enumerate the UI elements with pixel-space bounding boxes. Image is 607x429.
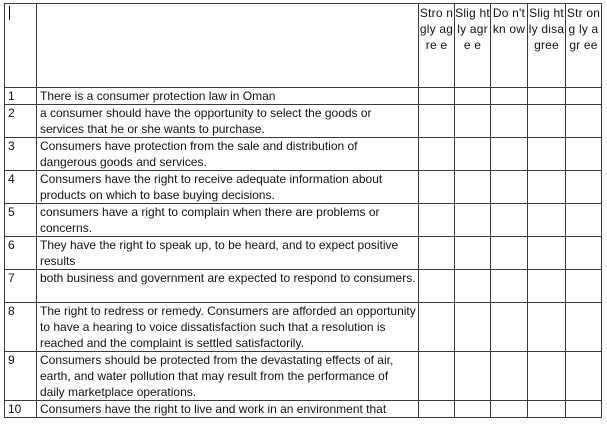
- rating-cell[interactable]: [419, 401, 455, 418]
- rating-cell[interactable]: [419, 105, 455, 138]
- statement-text: The right to redress or remedy. Consumers are afforded an opportunity to have a hearing to voice dissatisfaction such that a resolution is reached and the complaint is settled satisfactorily.: [37, 303, 419, 352]
- header-row: [5, 4, 602, 88]
- rating-cell[interactable]: [528, 270, 566, 303]
- rating-cell[interactable]: [455, 171, 491, 204]
- row-number: 3: [5, 138, 37, 171]
- rating-cell[interactable]: [419, 303, 455, 352]
- table-row: [5, 88, 602, 105]
- rating-cell[interactable]: [491, 303, 528, 352]
- table-row: [5, 352, 602, 401]
- rating-cell[interactable]: [528, 105, 566, 138]
- rating-cell[interactable]: [566, 171, 602, 204]
- statement-text: a consumer should have the opportunity to select the goods or services that he or she wants to purchase.: [37, 105, 419, 138]
- rating-cell[interactable]: [566, 352, 602, 401]
- corner-cell: [5, 4, 37, 88]
- rating-cell[interactable]: [455, 138, 491, 171]
- rating-cell[interactable]: [419, 138, 455, 171]
- row-number: 2: [5, 105, 37, 138]
- rating-cell[interactable]: [566, 204, 602, 237]
- rating-cell[interactable]: [419, 88, 455, 105]
- rating-cell[interactable]: [455, 401, 491, 418]
- rating-cell[interactable]: [455, 88, 491, 105]
- rating-cell[interactable]: [491, 237, 528, 270]
- rating-cell[interactable]: [455, 352, 491, 401]
- statement-text: There is a consumer protection law in Oman: [37, 88, 419, 105]
- table-row: [5, 270, 602, 303]
- rating-cell[interactable]: [419, 204, 455, 237]
- row-number: 5: [5, 204, 37, 237]
- statement-text: Consumers have the right to live and work in an environment that: [37, 401, 419, 418]
- rating-cell[interactable]: [528, 237, 566, 270]
- rating-cell[interactable]: [419, 237, 455, 270]
- header-strongly-agree: Stro ngly agre e: [419, 4, 455, 88]
- rating-cell[interactable]: [566, 401, 602, 418]
- rating-cell[interactable]: [566, 138, 602, 171]
- rating-cell[interactable]: [455, 303, 491, 352]
- rating-cell[interactable]: [419, 352, 455, 401]
- row-number: 8: [5, 303, 37, 352]
- row-number: 1: [5, 88, 37, 105]
- rating-cell[interactable]: [528, 352, 566, 401]
- table-row: [5, 303, 602, 352]
- rating-cell[interactable]: [528, 138, 566, 171]
- rating-cell[interactable]: [491, 204, 528, 237]
- rating-cell[interactable]: [491, 171, 528, 204]
- rating-cell[interactable]: [419, 171, 455, 204]
- rating-cell[interactable]: [528, 204, 566, 237]
- header-strongly-agree-2: Str ong ly agr ee: [566, 4, 602, 88]
- rating-cell[interactable]: [491, 401, 528, 418]
- table-row: [5, 138, 602, 171]
- rating-cell[interactable]: [455, 204, 491, 237]
- rating-cell[interactable]: [419, 270, 455, 303]
- rating-cell[interactable]: [491, 352, 528, 401]
- statement-text: both business and government are expected to respond to consumers.: [37, 270, 419, 303]
- rating-cell[interactable]: [566, 105, 602, 138]
- rating-cell[interactable]: [455, 237, 491, 270]
- statement-text: Consumers should be protected from the devastating effects of air, earth, and water pollution that may result from the performance of daily marketplace operations.: [37, 352, 419, 401]
- rating-cell[interactable]: [491, 138, 528, 171]
- row-number: 4: [5, 171, 37, 204]
- statement-text: They have the right to speak up, to be heard, and to expect positive results: [37, 237, 419, 270]
- table-row: [5, 401, 602, 418]
- rating-cell[interactable]: [566, 237, 602, 270]
- rating-cell[interactable]: [455, 105, 491, 138]
- statement-header-cell: [37, 4, 419, 88]
- statement-text: Consumers have the right to receive adequate information about products on which to base buying decisions.: [37, 171, 419, 204]
- survey-table: [4, 3, 602, 418]
- rating-cell[interactable]: [528, 171, 566, 204]
- table-row: [5, 105, 602, 138]
- row-number: 10: [5, 401, 37, 418]
- rating-cell[interactable]: [566, 88, 602, 105]
- rating-cell[interactable]: [491, 88, 528, 105]
- table-row: [5, 204, 602, 237]
- rating-cell[interactable]: [566, 303, 602, 352]
- rating-cell[interactable]: [455, 270, 491, 303]
- table-row: [5, 171, 602, 204]
- rating-cell[interactable]: [528, 401, 566, 418]
- statement-text: Consumers have protection from the sale and distribution of dangerous goods and services.: [37, 138, 419, 171]
- row-number: 6: [5, 237, 37, 270]
- header-slightly-disagree: Slig htly disa gree: [528, 4, 566, 88]
- header-slightly-agree: Slig htly agre e: [455, 4, 491, 88]
- row-number: 9: [5, 352, 37, 401]
- rating-cell[interactable]: [566, 270, 602, 303]
- text-cursor: [9, 6, 10, 20]
- rating-cell[interactable]: [491, 105, 528, 138]
- rating-cell[interactable]: [528, 88, 566, 105]
- table-row: [5, 237, 602, 270]
- rating-cell[interactable]: [491, 270, 528, 303]
- row-number: 7: [5, 270, 37, 303]
- rating-cell[interactable]: [528, 303, 566, 352]
- statement-text: consumers have a right to complain when there are problems or concerns.: [37, 204, 419, 237]
- header-dont-know: Do n't kn ow: [491, 4, 528, 88]
